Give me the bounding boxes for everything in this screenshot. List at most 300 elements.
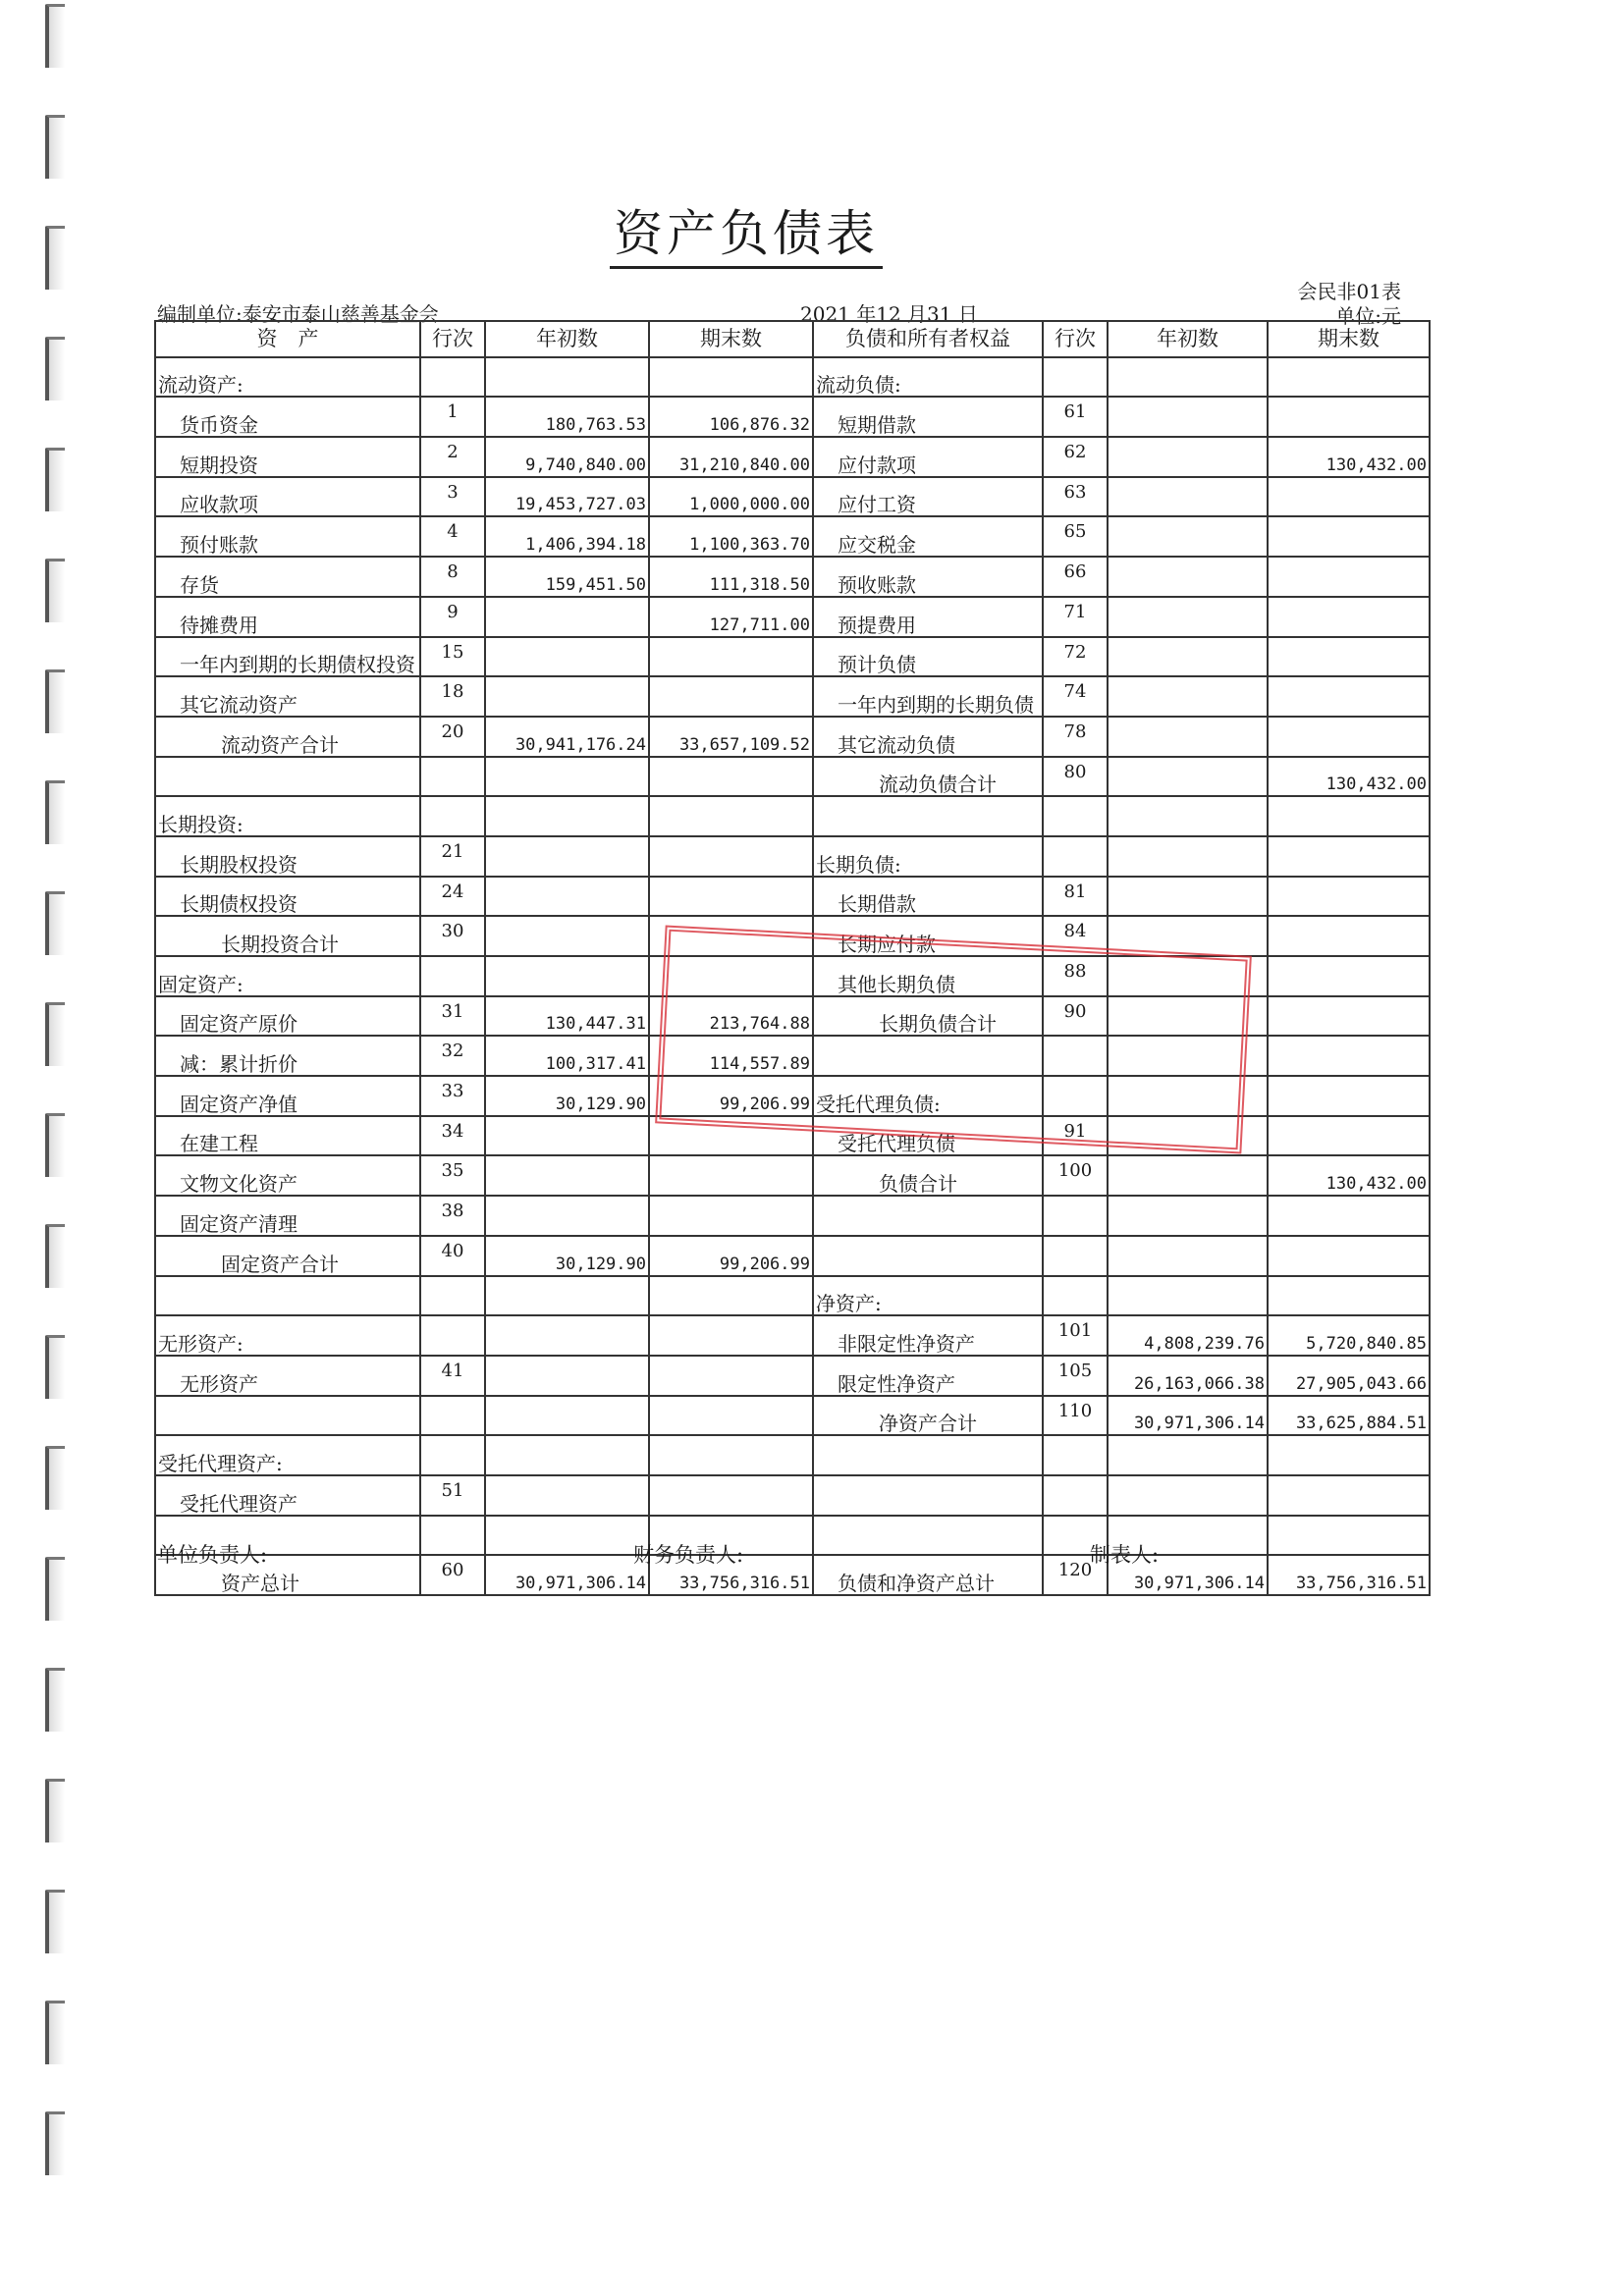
- amount-cell: 9,740,840.00: [485, 437, 649, 477]
- amount-cell: [1268, 1435, 1430, 1475]
- amount-cell: [485, 1116, 649, 1156]
- amount-cell: 1,000,000.00: [649, 477, 813, 517]
- header-cell: 资 产: [155, 321, 420, 357]
- amount-cell: [1268, 516, 1430, 557]
- line-number-cell: 63: [1043, 477, 1108, 517]
- amount-cell: [1108, 916, 1268, 956]
- amount-cell: [1108, 1236, 1268, 1276]
- amount-cell: [485, 1475, 649, 1516]
- item-label-cell: [155, 757, 420, 797]
- amount-cell: [485, 1356, 649, 1396]
- amount-cell: 30,129.90: [485, 1076, 649, 1116]
- preparer-label: 制表人:: [1090, 1543, 1160, 1567]
- binder-hole: [45, 559, 65, 622]
- amount-cell: [1268, 877, 1430, 917]
- amount-cell: [1108, 757, 1268, 797]
- line-number-cell: 15: [420, 637, 485, 677]
- amount-cell: [649, 1475, 813, 1516]
- line-number-cell: 65: [1043, 516, 1108, 557]
- item-label-cell: 应交税金: [813, 516, 1043, 557]
- header-cell: 行次: [420, 321, 485, 357]
- amount-cell: [485, 1516, 649, 1556]
- line-number-cell: 84: [1043, 916, 1108, 956]
- line-number-cell: 24: [420, 877, 485, 917]
- table-row: [155, 437, 1430, 477]
- binder-hole: [45, 1335, 65, 1399]
- line-number-cell: [1043, 1475, 1108, 1516]
- line-number-cell: 72: [1043, 637, 1108, 677]
- line-number-cell: 51: [420, 1475, 485, 1516]
- amount-cell: [1108, 637, 1268, 677]
- amount-cell: [649, 1396, 813, 1436]
- amount-cell: 213,764.88: [649, 996, 813, 1037]
- line-number-cell: [420, 796, 485, 836]
- amount-cell: [1268, 1516, 1430, 1556]
- table-row: [155, 836, 1430, 877]
- line-number-cell: [1043, 1076, 1108, 1116]
- line-number-cell: 21: [420, 836, 485, 877]
- binder-hole: [45, 1224, 65, 1288]
- amount-cell: [485, 1315, 649, 1356]
- amount-cell: 30,129.90: [485, 1236, 649, 1276]
- item-label-cell: [813, 1475, 1043, 1516]
- amount-cell: [1108, 357, 1268, 398]
- item-label-cell: 短期投资: [155, 437, 420, 477]
- table-row: [155, 1435, 1430, 1475]
- item-label-cell: 固定资产原价: [155, 996, 420, 1037]
- line-number-cell: 40: [420, 1236, 485, 1276]
- binder-hole: [45, 891, 65, 955]
- item-label-cell: 预提费用: [813, 597, 1043, 637]
- amount-cell: [649, 1155, 813, 1196]
- line-number-cell: 78: [1043, 717, 1108, 757]
- binder-hole: [45, 780, 65, 844]
- amount-cell: 111,318.50: [649, 557, 813, 597]
- amount-cell: 19,453,727.03: [485, 477, 649, 517]
- item-label-cell: 流动负债合计: [813, 757, 1043, 797]
- item-label-cell: 无形资产: [155, 1356, 420, 1396]
- amount-cell: [1108, 597, 1268, 637]
- binder-hole: [45, 448, 65, 511]
- binder-hole: [45, 115, 65, 179]
- item-label-cell: 长期应付款: [813, 916, 1043, 956]
- line-number-cell: [420, 357, 485, 398]
- item-label-cell: 一年内到期的长期债权投资: [155, 637, 420, 677]
- amount-cell: [1108, 437, 1268, 477]
- amount-cell: [649, 357, 813, 398]
- item-label-cell: 固定资产净值: [155, 1076, 420, 1116]
- table-row: [155, 637, 1430, 677]
- table-row: [155, 996, 1430, 1037]
- item-label-cell: 受托代理负债:: [813, 1076, 1043, 1116]
- item-label-cell: 应付工资: [813, 477, 1043, 517]
- amount-cell: 1,100,363.70: [649, 516, 813, 557]
- item-label-cell: 负债和净资产总计: [813, 1555, 1043, 1595]
- item-label-cell: 流动资产合计: [155, 717, 420, 757]
- table-row: [155, 1555, 1430, 1595]
- table-row: [155, 757, 1430, 797]
- item-label-cell: [813, 1435, 1043, 1475]
- amount-cell: [1108, 397, 1268, 437]
- amount-cell: [649, 877, 813, 917]
- amount-cell: [485, 1155, 649, 1196]
- amount-cell: [1108, 676, 1268, 717]
- item-label-cell: 应收款项: [155, 477, 420, 517]
- table-row: [155, 916, 1430, 956]
- line-number-cell: 4: [420, 516, 485, 557]
- amount-cell: [1268, 557, 1430, 597]
- amount-cell: [1268, 796, 1430, 836]
- amount-cell: 33,756,316.51: [1268, 1555, 1430, 1595]
- binder-hole: [45, 1779, 65, 1842]
- item-label-cell: 长期股权投资: [155, 836, 420, 877]
- amount-cell: 127,711.00: [649, 597, 813, 637]
- item-label-cell: 长期投资:: [155, 796, 420, 836]
- amount-cell: [1268, 1276, 1430, 1316]
- item-label-cell: 短期借款: [813, 397, 1043, 437]
- line-number-cell: 3: [420, 477, 485, 517]
- item-label-cell: 存货: [155, 557, 420, 597]
- line-number-cell: 110: [1043, 1396, 1108, 1436]
- unit-label: 单位:元: [1335, 304, 1401, 328]
- item-label-cell: 预收账款: [813, 557, 1043, 597]
- amount-cell: 114,557.89: [649, 1036, 813, 1076]
- table-row: [155, 1236, 1430, 1276]
- item-label-cell: [813, 1516, 1043, 1556]
- amount-cell: [1268, 996, 1430, 1037]
- amount-cell: [1108, 1116, 1268, 1156]
- line-number-cell: 105: [1043, 1356, 1108, 1396]
- amount-cell: [1268, 1196, 1430, 1236]
- item-label-cell: 无形资产:: [155, 1315, 420, 1356]
- entity-name: 编制单位:泰安市泰山慈善基金会: [157, 302, 439, 326]
- line-number-cell: 101: [1043, 1315, 1108, 1356]
- amount-cell: 106,876.32: [649, 397, 813, 437]
- line-number-cell: 1: [420, 397, 485, 437]
- item-label-cell: [155, 1276, 420, 1316]
- line-number-cell: 90: [1043, 996, 1108, 1037]
- amount-cell: 130,432.00: [1268, 757, 1430, 797]
- item-label-cell: 货币资金: [155, 397, 420, 437]
- item-label-cell: [813, 1196, 1043, 1236]
- amount-cell: [1268, 477, 1430, 517]
- amount-cell: [1108, 796, 1268, 836]
- line-number-cell: [420, 956, 485, 996]
- header-cell: 行次: [1043, 321, 1108, 357]
- amount-cell: [485, 956, 649, 996]
- amount-cell: [1108, 877, 1268, 917]
- amount-cell: 5,720,840.85: [1268, 1315, 1430, 1356]
- amount-cell: [1268, 1236, 1430, 1276]
- table-row: [155, 1116, 1430, 1156]
- table-row: [155, 516, 1430, 557]
- report-date: 2021 年12 月31 日: [800, 302, 978, 326]
- item-label-cell: 长期投资合计: [155, 916, 420, 956]
- line-number-cell: 60: [420, 1555, 485, 1595]
- amount-cell: 26,163,066.38: [1108, 1356, 1268, 1396]
- amount-cell: [649, 1315, 813, 1356]
- binder-hole: [45, 1002, 65, 1066]
- item-label-cell: 负债合计: [813, 1155, 1043, 1196]
- amount-cell: [485, 1396, 649, 1436]
- amount-cell: 130,447.31: [485, 996, 649, 1037]
- item-label-cell: 流动负债:: [813, 357, 1043, 398]
- table-row: [155, 1196, 1430, 1236]
- amount-cell: [649, 836, 813, 877]
- amount-cell: [1268, 1076, 1430, 1116]
- line-number-cell: 120: [1043, 1555, 1108, 1595]
- amount-cell: [1268, 637, 1430, 677]
- amount-cell: [1268, 676, 1430, 717]
- amount-cell: [649, 1435, 813, 1475]
- amount-cell: [485, 796, 649, 836]
- table-row: [155, 1516, 1430, 1556]
- amount-cell: 130,432.00: [1268, 1155, 1430, 1196]
- amount-cell: 27,905,043.66: [1268, 1356, 1430, 1396]
- line-number-cell: [1043, 1196, 1108, 1236]
- amount-cell: [485, 637, 649, 677]
- line-number-cell: 61: [1043, 397, 1108, 437]
- line-number-cell: 91: [1043, 1116, 1108, 1156]
- amount-cell: [649, 956, 813, 996]
- line-number-cell: [420, 757, 485, 797]
- amount-cell: [1108, 1036, 1268, 1076]
- amount-cell: 33,657,109.52: [649, 717, 813, 757]
- amount-cell: 30,941,176.24: [485, 717, 649, 757]
- amount-cell: [1268, 397, 1430, 437]
- amount-cell: [1108, 1076, 1268, 1116]
- line-number-cell: 100: [1043, 1155, 1108, 1196]
- page-title: 资产负债表: [0, 194, 1492, 265]
- amount-cell: [649, 757, 813, 797]
- amount-cell: [485, 1196, 649, 1236]
- item-label-cell: 长期债权投资: [155, 877, 420, 917]
- amount-cell: [1268, 597, 1430, 637]
- binder-hole: [45, 1113, 65, 1177]
- amount-cell: [1268, 836, 1430, 877]
- item-label-cell: 在建工程: [155, 1116, 420, 1156]
- binder-hole: [45, 1668, 65, 1732]
- form-code: 会民非01表: [1297, 280, 1401, 303]
- item-label-cell: 长期借款: [813, 877, 1043, 917]
- line-number-cell: 38: [420, 1196, 485, 1236]
- item-label-cell: 固定资产清理: [155, 1196, 420, 1236]
- amount-cell: [485, 916, 649, 956]
- binder-hole: [45, 1890, 65, 1953]
- line-number-cell: [420, 1435, 485, 1475]
- line-number-cell: [1043, 796, 1108, 836]
- line-number-cell: [420, 1396, 485, 1436]
- binder-hole: [45, 337, 65, 400]
- amount-cell: [1268, 916, 1430, 956]
- amount-cell: [1268, 717, 1430, 757]
- table-row: [155, 717, 1430, 757]
- line-number-cell: 66: [1043, 557, 1108, 597]
- item-label-cell: 限定性净资产: [813, 1356, 1043, 1396]
- amount-cell: [485, 676, 649, 717]
- binder-hole: [45, 1446, 65, 1510]
- amount-cell: [649, 796, 813, 836]
- item-label-cell: 应付款项: [813, 437, 1043, 477]
- amount-cell: 30,971,306.14: [1108, 1555, 1268, 1595]
- header-cell: 期末数: [649, 321, 813, 357]
- amount-cell: [649, 676, 813, 717]
- line-number-cell: 2: [420, 437, 485, 477]
- line-number-cell: 9: [420, 597, 485, 637]
- line-number-cell: 80: [1043, 757, 1108, 797]
- line-number-cell: [1043, 1276, 1108, 1316]
- amount-cell: [1268, 1036, 1430, 1076]
- amount-cell: 33,756,316.51: [649, 1555, 813, 1595]
- binder-hole: [45, 1557, 65, 1621]
- amount-cell: 180,763.53: [485, 397, 649, 437]
- amount-cell: [485, 1435, 649, 1475]
- amount-cell: [1108, 956, 1268, 996]
- item-label-cell: 待摊费用: [155, 597, 420, 637]
- item-label-cell: 一年内到期的长期负债: [813, 676, 1043, 717]
- table-row: [155, 796, 1430, 836]
- table-row: [155, 1276, 1430, 1316]
- line-number-cell: 20: [420, 717, 485, 757]
- amount-cell: [649, 1356, 813, 1396]
- line-number-cell: 62: [1043, 437, 1108, 477]
- binder-hole: [45, 4, 65, 68]
- table-row: [155, 1475, 1430, 1516]
- binder-hole: [45, 669, 65, 733]
- line-number-cell: [420, 1276, 485, 1316]
- table-row: [155, 1036, 1430, 1076]
- binder-holes: [39, 0, 79, 2296]
- table-header-row: [155, 321, 1430, 357]
- amount-cell: 100,317.41: [485, 1036, 649, 1076]
- amount-cell: [485, 357, 649, 398]
- item-label-cell: 净资产合计: [813, 1396, 1043, 1436]
- amount-cell: [649, 1196, 813, 1236]
- item-label-cell: 文物文化资产: [155, 1155, 420, 1196]
- line-number-cell: [1043, 1435, 1108, 1475]
- unit-head-label: 单位负责人:: [157, 1543, 268, 1567]
- line-number-cell: 31: [420, 996, 485, 1037]
- amount-cell: [1108, 717, 1268, 757]
- header-cell: 年初数: [1108, 321, 1268, 357]
- line-number-cell: 71: [1043, 597, 1108, 637]
- amount-cell: [485, 757, 649, 797]
- table-row: [155, 1315, 1430, 1356]
- amount-cell: [1268, 1116, 1430, 1156]
- table-row: [155, 1155, 1430, 1196]
- amount-cell: 1,406,394.18: [485, 516, 649, 557]
- item-label-cell: 固定资产合计: [155, 1236, 420, 1276]
- amount-cell: [649, 637, 813, 677]
- amount-cell: [1268, 956, 1430, 996]
- amount-cell: 159,451.50: [485, 557, 649, 597]
- table-row: [155, 956, 1430, 996]
- amount-cell: [485, 1276, 649, 1316]
- item-label-cell: 受托代理资产: [155, 1475, 420, 1516]
- header-cell: 负债和所有者权益: [813, 321, 1043, 357]
- line-number-cell: 33: [420, 1076, 485, 1116]
- item-label-cell: [813, 1236, 1043, 1276]
- amount-cell: [649, 1116, 813, 1156]
- line-number-cell: [1043, 836, 1108, 877]
- amount-cell: [1108, 516, 1268, 557]
- amount-cell: 130,432.00: [1268, 437, 1430, 477]
- line-number-cell: [420, 1315, 485, 1356]
- header-cell: 年初数: [485, 321, 649, 357]
- amount-cell: [1108, 1155, 1268, 1196]
- amount-cell: [1268, 357, 1430, 398]
- balance-sheet-table: [154, 320, 1431, 1596]
- item-label-cell: 非限定性净资产: [813, 1315, 1043, 1356]
- line-number-cell: 34: [420, 1116, 485, 1156]
- line-number-cell: [1043, 1036, 1108, 1076]
- line-number-cell: 18: [420, 676, 485, 717]
- item-label-cell: 固定资产:: [155, 956, 420, 996]
- finance-head-label: 财务负责人:: [633, 1543, 744, 1567]
- line-number-cell: 88: [1043, 956, 1108, 996]
- amount-cell: [485, 877, 649, 917]
- amount-cell: [1108, 557, 1268, 597]
- line-number-cell: [1043, 1236, 1108, 1276]
- table-row: [155, 676, 1430, 717]
- line-number-cell: 8: [420, 557, 485, 597]
- line-number-cell: 81: [1043, 877, 1108, 917]
- item-label-cell: [813, 796, 1043, 836]
- item-label-cell: 资产总计: [155, 1555, 420, 1595]
- amount-cell: 99,206.99: [649, 1076, 813, 1116]
- table-row: [155, 877, 1430, 917]
- item-label-cell: [155, 1396, 420, 1436]
- item-label-cell: 预付账款: [155, 516, 420, 557]
- table-row: [155, 597, 1430, 637]
- amount-cell: [485, 597, 649, 637]
- amount-cell: [1108, 1435, 1268, 1475]
- amount-cell: [1108, 1276, 1268, 1316]
- item-label-cell: 净资产:: [813, 1276, 1043, 1316]
- amount-cell: 31,210,840.00: [649, 437, 813, 477]
- amount-cell: 4,808,239.76: [1108, 1315, 1268, 1356]
- binder-hole: [45, 2111, 65, 2175]
- amount-cell: 30,971,306.14: [485, 1555, 649, 1595]
- item-label-cell: 流动资产:: [155, 357, 420, 398]
- item-label-cell: 受托代理负债: [813, 1116, 1043, 1156]
- amount-cell: [1108, 1196, 1268, 1236]
- binder-hole: [45, 2001, 65, 2064]
- item-label-cell: 长期负债:: [813, 836, 1043, 877]
- item-label-cell: 减：累计折价: [155, 1036, 420, 1076]
- amount-cell: 99,206.99: [649, 1236, 813, 1276]
- table-row: [155, 1076, 1430, 1116]
- table-row: [155, 357, 1430, 398]
- item-label-cell: 其它流动资产: [155, 676, 420, 717]
- table-row: [155, 1396, 1430, 1436]
- table-row: [155, 477, 1430, 517]
- amount-cell: [649, 1276, 813, 1316]
- amount-cell: [649, 916, 813, 956]
- item-label-cell: 其它流动负债: [813, 717, 1043, 757]
- item-label-cell: 预计负债: [813, 637, 1043, 677]
- amount-cell: [1268, 1475, 1430, 1516]
- amount-cell: 30,971,306.14: [1108, 1396, 1268, 1436]
- amount-cell: [1108, 836, 1268, 877]
- item-label-cell: 长期负债合计: [813, 996, 1043, 1037]
- line-number-cell: 35: [420, 1155, 485, 1196]
- header-cell: 期末数: [1268, 321, 1430, 357]
- line-number-cell: [1043, 357, 1108, 398]
- table-row: [155, 397, 1430, 437]
- line-number-cell: 74: [1043, 676, 1108, 717]
- amount-cell: [1108, 996, 1268, 1037]
